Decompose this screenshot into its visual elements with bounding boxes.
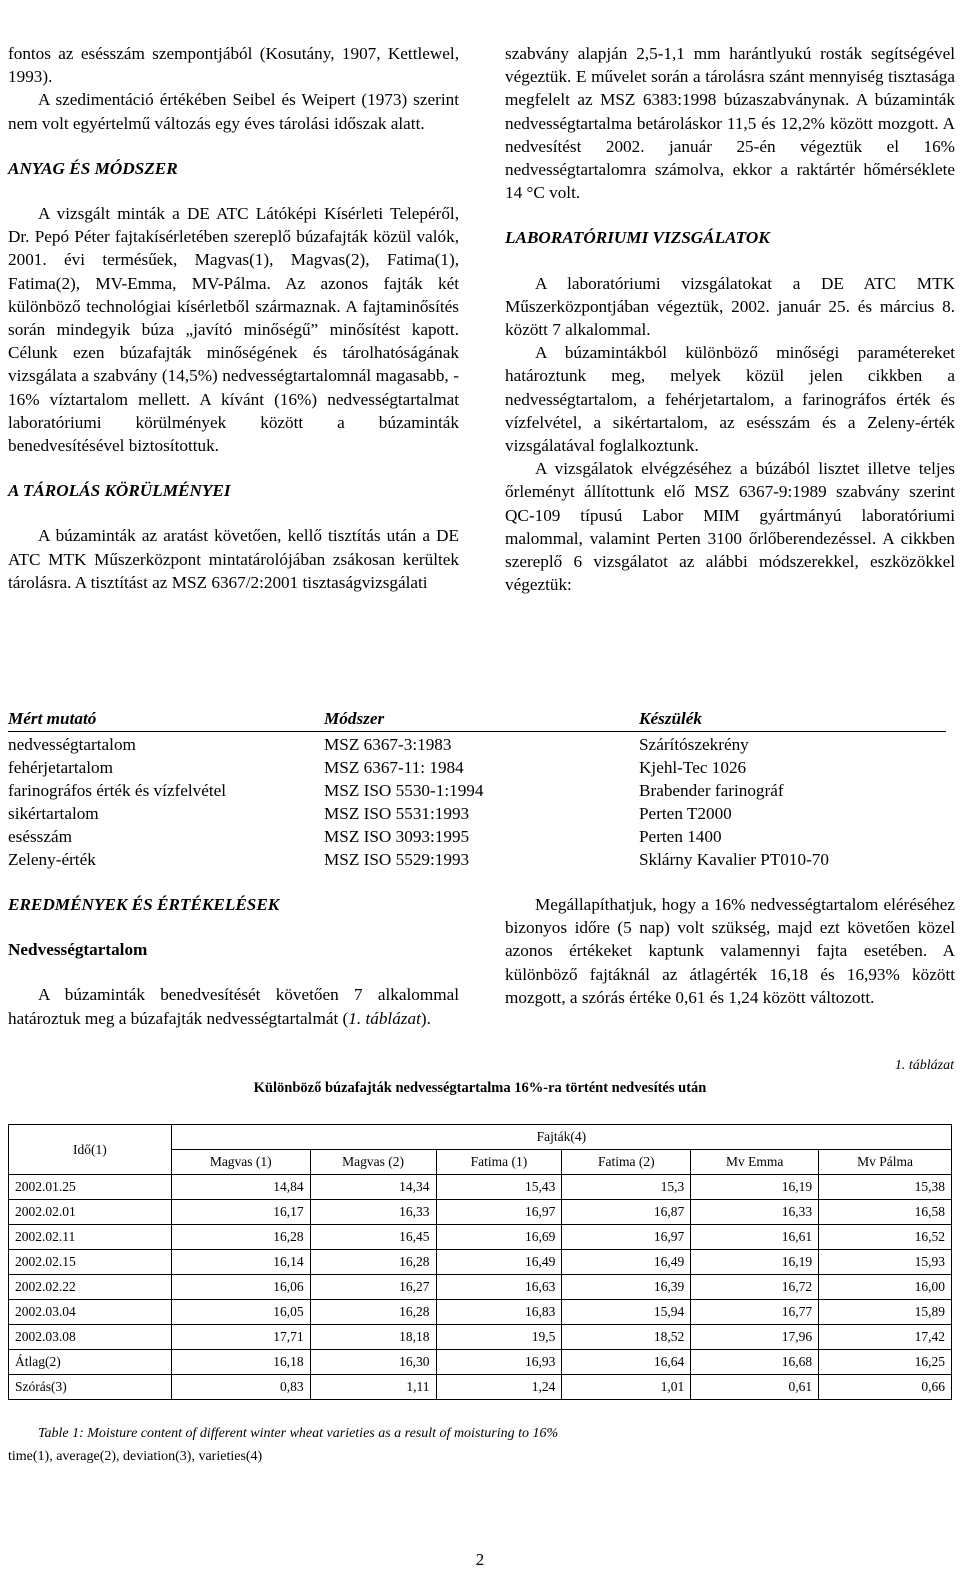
paragraph: A vizsgált minták a DE ATC Látóképi Kísérleti Telepéről, Dr. Pepó Péter fajtakísérletében szereplő búzafajták közül valók, 2001. évi termésűek, Magvas(1), Magvas(2), Fatima(1), Fatima(2), MV-Emma, MV-Pálma. Az azonos fajták két különböző technológiai kísérletből származnak. A fajtaminősítés során mindegyik búza „javító minőségű” minősítést kapott. Célunk ezen búzafajták minőségének és tárolhatóságának vizsgálata a szabvány (14,5%) nedvességtartalomnál magasabb, - 16% víztartalom mellett. A kívánt (16%) nedvességtartalmat laboratóriumi körülmények között a búzaminták benedvesítésével biztosítottuk. bbox=[8, 204, 459, 456]
table-cell: 16,93 bbox=[436, 1350, 562, 1375]
table-cell: Sklárny Kavalier PT010-70 bbox=[639, 850, 829, 869]
table-cell: 15,3 bbox=[562, 1175, 691, 1200]
section-heading: LABORATÓRIUMI VIZSGÁLATOK bbox=[505, 228, 770, 248]
right-column bbox=[505, 42, 955, 596]
row-label: Átlag(2) bbox=[9, 1350, 172, 1375]
table-row bbox=[9, 1225, 952, 1250]
table-cell: 14,84 bbox=[171, 1175, 310, 1200]
text: ). bbox=[420, 1008, 431, 1028]
table-cell: 19,5 bbox=[436, 1325, 562, 1350]
table-cell: MSZ ISO 5529:1993 bbox=[324, 850, 470, 869]
table-cell: 17,96 bbox=[691, 1325, 819, 1350]
table-cell: 16,64 bbox=[562, 1350, 691, 1375]
time-header: Idő(1) bbox=[9, 1125, 172, 1175]
table-cell: 16,58 bbox=[819, 1200, 952, 1225]
table-cell: Perten 1400 bbox=[639, 827, 722, 846]
table-cell: 16,06 bbox=[171, 1275, 310, 1300]
methods-table-row bbox=[8, 733, 946, 756]
table-cell: 16,72 bbox=[691, 1275, 819, 1300]
table-cell: 16,45 bbox=[310, 1225, 436, 1250]
table-cell: 14,34 bbox=[310, 1175, 436, 1200]
header-cell: Készülék bbox=[639, 709, 703, 728]
table-cell: 18,52 bbox=[562, 1325, 691, 1350]
table-cell: MSZ ISO 3093:1995 bbox=[324, 827, 470, 846]
table-cell: 0,66 bbox=[819, 1375, 952, 1400]
table-cell: 16,97 bbox=[436, 1200, 562, 1225]
table-cell: 17,71 bbox=[171, 1325, 310, 1350]
table-cell: Kjehl-Tec 1026 bbox=[639, 758, 747, 777]
row-label: 2002.02.11 bbox=[9, 1225, 172, 1250]
results-left bbox=[8, 893, 459, 1030]
table-row bbox=[9, 1350, 952, 1375]
table-cell: Zeleny-érték bbox=[8, 850, 96, 869]
table-cell: 16,68 bbox=[691, 1350, 819, 1375]
left-column bbox=[8, 42, 459, 594]
table-cell: 16,17 bbox=[171, 1200, 310, 1225]
paragraph: A szedimentáció értékében Seibel és Weipert (1973) szerint nem volt egyértelmű változás egy éves tárolási időszak alatt. bbox=[8, 90, 459, 133]
table-cell: 16,19 bbox=[691, 1175, 819, 1200]
table-cell: 16,33 bbox=[310, 1200, 436, 1225]
table-cell: 16,28 bbox=[310, 1250, 436, 1275]
results-right bbox=[505, 893, 955, 1009]
table-row bbox=[9, 1200, 952, 1225]
table-cell: 1,24 bbox=[436, 1375, 562, 1400]
table-cell: 16,27 bbox=[310, 1275, 436, 1300]
table-row bbox=[9, 1175, 952, 1200]
table-reference: 1. táblázat bbox=[348, 1008, 421, 1028]
variety-header: Mv Pálma bbox=[819, 1150, 952, 1175]
table-cell: Perten T2000 bbox=[639, 804, 732, 823]
table-cell: 16,83 bbox=[436, 1300, 562, 1325]
table-cell: 16,05 bbox=[171, 1300, 310, 1325]
row-label: 2002.03.08 bbox=[9, 1325, 172, 1350]
table-row bbox=[9, 1325, 952, 1350]
table-cell: 16,00 bbox=[819, 1275, 952, 1300]
table-cell: 16,28 bbox=[310, 1300, 436, 1325]
table-cell: 16,63 bbox=[436, 1275, 562, 1300]
table-cell: 16,87 bbox=[562, 1200, 691, 1225]
table-cell: esésszám bbox=[8, 827, 72, 846]
table-row bbox=[9, 1300, 952, 1325]
paragraph: fontos az esésszám szempontjából (Kosutány, 1907, Kettlewel, 1993). bbox=[8, 44, 459, 87]
table-title: Különböző búzafajták nedvességtartalma 16%-ra történt nedvesítés után bbox=[253, 1080, 707, 1096]
table-cell: MSZ ISO 5530-1:1994 bbox=[324, 781, 484, 800]
table-cell: MSZ ISO 5531:1993 bbox=[324, 804, 470, 823]
table-cell: 1,01 bbox=[562, 1375, 691, 1400]
table-cell: MSZ 6367-3:1983 bbox=[324, 735, 452, 754]
table-cell: 16,97 bbox=[562, 1225, 691, 1250]
methods-table-row bbox=[8, 825, 946, 848]
table-cell: 15,38 bbox=[819, 1175, 952, 1200]
methods-table-row bbox=[8, 848, 946, 871]
row-label: Szórás(3) bbox=[9, 1375, 172, 1400]
table-row bbox=[9, 1250, 952, 1275]
paragraph: A vizsgálatok elvégzéséhez a búzából lisztet illetve teljes őrleményt állítottunk elő MSZ 6367-9:1989 szabvány szerint QC-109 típusú Labor MIM gyártmányú laboratóriumi malommal, valamint Perten 3100 őrlőberendezéssel. A cikkben szereplő 6 vizsgálatot az alábbi módszerekkel, eszközökkel végeztük: bbox=[505, 459, 955, 595]
row-label: 2002.01.25 bbox=[9, 1175, 172, 1200]
table-legend: time(1), average(2), deviation(3), varieties(4) bbox=[8, 1449, 263, 1464]
paragraph: Megállapíthatjuk, hogy a 16% nedvességtartalom eléréséhez bizonyos időre (5 nap) volt szükség, majd ezt követően közel azonos értékeket kaptunk valamennyi fajta esetében. A különböző fajtáknál az átlagérték 16,18 és 16,93% között mozgott, a szórás értéke 0,61 és 1,24 között változott. bbox=[505, 895, 955, 1007]
section-heading: A TÁROLÁS KÖRÜLMÉNYEI bbox=[8, 481, 231, 501]
variety-header: Magvas (1) bbox=[171, 1150, 310, 1175]
row-label: 2002.03.04 bbox=[9, 1300, 172, 1325]
row-label: 2002.02.15 bbox=[9, 1250, 172, 1275]
table-cell: fehérjetartalom bbox=[8, 758, 113, 777]
table-cell: 16,49 bbox=[436, 1250, 562, 1275]
table-cell: 16,33 bbox=[691, 1200, 819, 1225]
table-cell: 15,94 bbox=[562, 1300, 691, 1325]
methods-table-row bbox=[8, 779, 946, 802]
table-cell: 16,61 bbox=[691, 1225, 819, 1250]
paragraph: A laboratóriumi vizsgálatokat a DE ATC MTK Műszerközpontjában végeztük, 2002. január 25. és március 8. között 7 alkalommal. bbox=[505, 273, 955, 340]
table-cell: 16,39 bbox=[562, 1275, 691, 1300]
variety-header: Fatima (1) bbox=[436, 1150, 562, 1175]
table-cell: MSZ 6367-11: 1984 bbox=[324, 758, 464, 777]
paragraph: A búzamintákból különböző minőségi paramétereket határoztunk meg, melyek közül jelen cikkben a nedvességtartalom, a fehérjetartalom, a farinográfos érték és vízfelvétel, a sikértartalom, az esésszám és a Zeleny-érték vizsgálatával foglalkoztunk. bbox=[505, 343, 955, 456]
paragraph: A búzaminták az aratást követően, kellő tisztítás után a DE ATC MTK Műszerközpont mintatárolójában zsákosan kerültek tárolásra. A tisztítást az MSZ 6367/2:2001 tisztaságvizsgálati bbox=[8, 526, 459, 592]
table-cell: 0,83 bbox=[171, 1375, 310, 1400]
table-cell: 16,77 bbox=[691, 1300, 819, 1325]
page-number: 2 bbox=[475, 1550, 485, 1569]
table-caption: Table 1: Moisture content of different winter wheat varieties as a result of moisturing to 16% bbox=[38, 1426, 559, 1441]
paragraph bbox=[8, 983, 459, 1029]
header-cell: Módszer bbox=[324, 709, 385, 728]
table-cell: 18,18 bbox=[310, 1325, 436, 1350]
table-cell: 16,28 bbox=[171, 1225, 310, 1250]
section-heading: EREDMÉNYEK ÉS ÉRTÉKELÉSEK bbox=[8, 895, 280, 914]
table-cell: 16,52 bbox=[819, 1225, 952, 1250]
row-label: 2002.02.01 bbox=[9, 1200, 172, 1225]
table-cell: 1,11 bbox=[310, 1375, 436, 1400]
table-cell: 16,18 bbox=[171, 1350, 310, 1375]
table-cell: 16,30 bbox=[310, 1350, 436, 1375]
variety-header: Magvas (2) bbox=[310, 1150, 436, 1175]
subheading: Nedvességtartalom bbox=[8, 940, 148, 960]
table-cell: Brabender farinográf bbox=[639, 781, 784, 800]
header-cell: Mért mutató bbox=[8, 709, 97, 728]
methods-table-row bbox=[8, 756, 946, 779]
table-row bbox=[9, 1375, 952, 1400]
table-cell: 15,93 bbox=[819, 1250, 952, 1275]
table-cell: 15,43 bbox=[436, 1175, 562, 1200]
methods-table-row bbox=[8, 802, 946, 825]
table-cell: nedvességtartalom bbox=[8, 735, 136, 754]
methods-table-header bbox=[8, 707, 946, 732]
methods-table bbox=[8, 707, 946, 871]
table-cell: 16,49 bbox=[562, 1250, 691, 1275]
table-row bbox=[9, 1275, 952, 1300]
paragraph: szabvány alapján 2,5-1,1 mm harántlyukú rosták segítségével végeztük. E művelet során a tárolásra szánt mennyiség tisztasága megfelelt az MSZ 6383:1998 búzaszabványnak. A búzaminták nedvességtartalma betároláskor 11,5 és 12,2% között mozgott. A nedvesítést 2002. január 25-én végeztük el 16% nedvességtartalomra számolva, ekkor a raktártér hőmérséklete 14 °C volt. bbox=[505, 44, 955, 203]
row-label: 2002.02.22 bbox=[9, 1275, 172, 1300]
varieties-header: Fajták(4) bbox=[171, 1125, 951, 1150]
table-cell: sikértartalom bbox=[8, 804, 99, 823]
table-cell: 16,69 bbox=[436, 1225, 562, 1250]
table-cell: 16,25 bbox=[819, 1350, 952, 1375]
moisture-table bbox=[8, 1124, 952, 1400]
table-cell: 17,42 bbox=[819, 1325, 952, 1350]
section-heading: ANYAG ÉS MÓDSZER bbox=[8, 158, 178, 178]
table-cell: farinográfos érték és vízfelvétel bbox=[8, 781, 227, 800]
variety-header: Fatima (2) bbox=[562, 1150, 691, 1175]
variety-header: Mv Emma bbox=[691, 1150, 819, 1175]
table-cell: 16,19 bbox=[691, 1250, 819, 1275]
table-cell: 16,14 bbox=[171, 1250, 310, 1275]
table-cell: 0,61 bbox=[691, 1375, 819, 1400]
text: A búzaminták benedvesítését követően 7 alkalommal határoztuk meg a búzafajták nedvességtartalmát ( bbox=[8, 985, 459, 1028]
table-number: 1. táblázat bbox=[894, 1058, 954, 1073]
table-cell: Szárítószekrény bbox=[639, 735, 749, 754]
table-cell: 15,89 bbox=[819, 1300, 952, 1325]
